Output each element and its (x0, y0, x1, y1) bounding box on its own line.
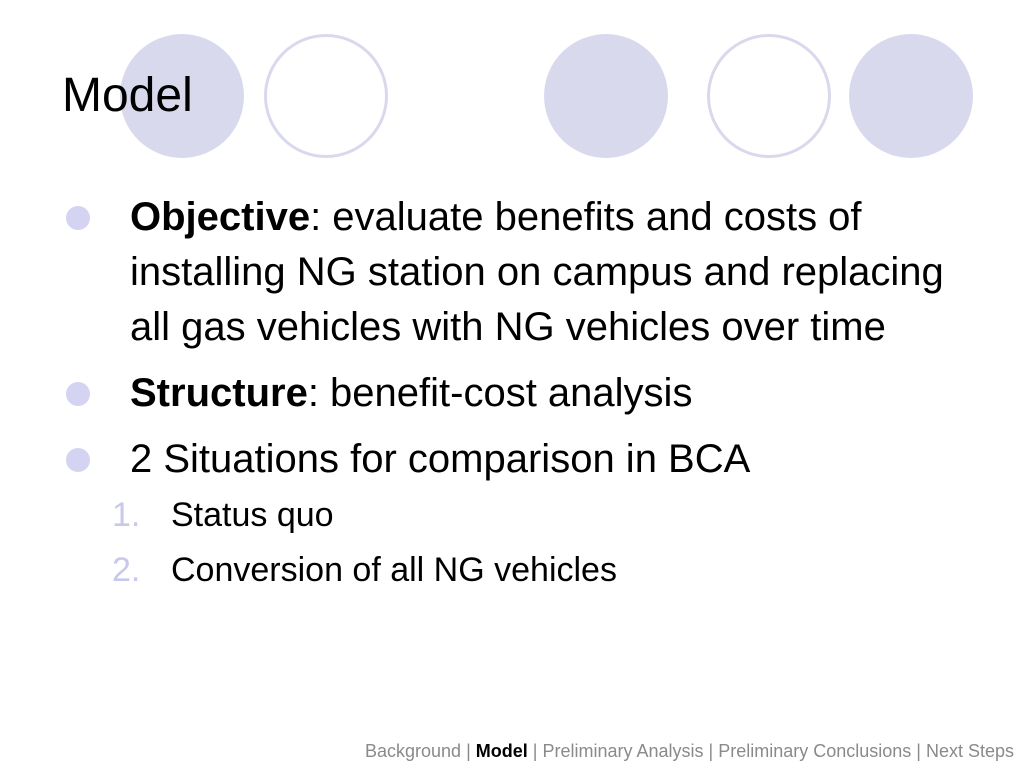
decor-ring-2 (707, 34, 831, 158)
numbered-sub-list (62, 494, 982, 591)
sub-item-text: Status quo (171, 496, 334, 534)
nav-link-preliminary-conclusions[interactable]: Preliminary Conclusions (718, 741, 912, 761)
decor-circle-2 (544, 34, 668, 158)
bullet-objective-text: : evaluate benefits and costs of installing NG station on campus and replacing all gas vehicles with NG vehicles over time (130, 195, 944, 349)
bullet-structure-label: Structure (130, 371, 308, 415)
slide-content (62, 190, 982, 604)
nav-link-background[interactable]: Background (364, 741, 462, 761)
nav-link-next-steps[interactable]: Next Steps (925, 741, 1014, 761)
bullet-structure (62, 366, 982, 421)
nav-separator: | (527, 741, 543, 761)
bullet-objective (62, 190, 982, 355)
bullet-dot-icon (66, 382, 90, 406)
bullet-objective-label: Objective (130, 195, 311, 239)
bullet-dot-icon (66, 206, 90, 230)
footer-navigation (365, 740, 1014, 762)
decor-circle-3 (849, 34, 973, 158)
sub-item-number: 2. (112, 551, 141, 589)
nav-separator: | (911, 741, 926, 761)
nav-separator: | (461, 741, 476, 761)
bullet-structure-text: : benefit-cost analysis (307, 371, 693, 415)
bullet-situations (62, 432, 982, 487)
bullet-situations-text: 2 Situations for comparison in BCA (130, 437, 751, 481)
decor-ring-1 (264, 34, 388, 158)
slide-title: Model (62, 69, 193, 122)
nav-link-model[interactable]: Model (475, 741, 528, 761)
sub-item-status-quo (62, 494, 982, 536)
nav-link-preliminary-analysis[interactable]: Preliminary Analysis (542, 741, 704, 761)
sub-item-number: 1. (112, 496, 141, 534)
sub-item-conversion (62, 549, 982, 591)
nav-separator: | (703, 741, 719, 761)
sub-item-text: Conversion of all NG vehicles (171, 551, 617, 589)
bullet-dot-icon (66, 448, 90, 472)
